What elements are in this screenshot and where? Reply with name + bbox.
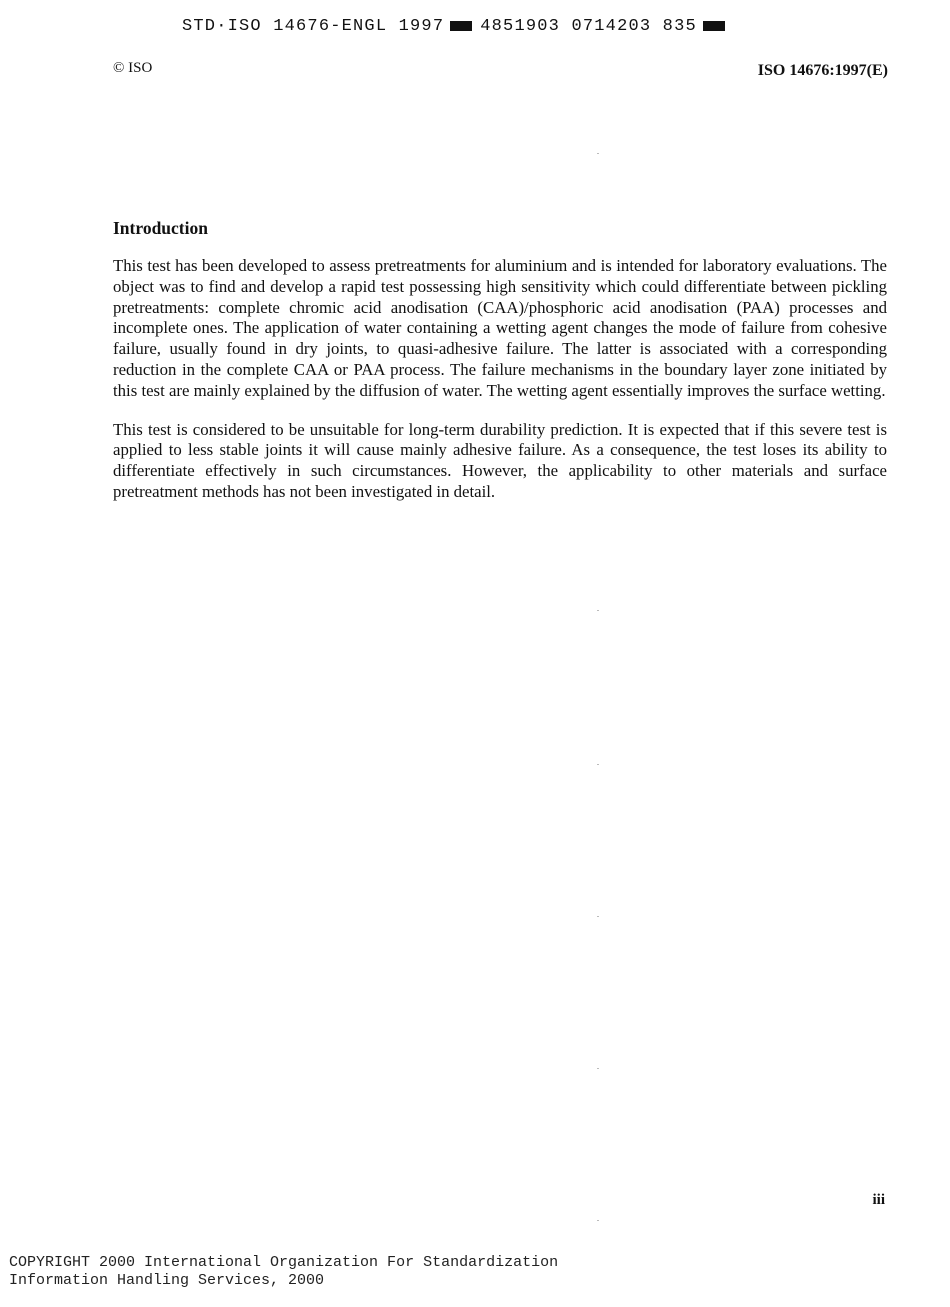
document-stamp [182, 17, 782, 39]
barcode-block-2 [703, 21, 725, 31]
footer-line-1: COPYRIGHT 2000 International Organization For Standardization [9, 1254, 559, 1271]
copyright-footer [9, 1254, 558, 1289]
scan-speck [597, 1068, 599, 1069]
paragraph-1: This test has been developed to assess pretreatments for aluminium and is intended for laboratory evaluations. The object was to find and develop a rapid test possessing high sensitivity which could differentiate between pickling pretreatments: complete chromic acid anodisation (CAA)/phosphoric acid anodisation (PAA) processes and incomplete ones. The application of water containing a wetting agent changes the mode of failure from cohesive failure, usually found in dry joints, to quasi-adhesive failure. The latter is associated with a corresponding reduction in the complete CAA or PAA process. The failure mechanisms in the boundary layer zone initiated by this test are mainly explained by the diffusion of water. The wetting agent essentially improves the surface wetting. [113, 256, 887, 400]
scan-speck [597, 916, 599, 917]
stamp-code: STD·ISO 14676-ENGL 1997 [182, 17, 445, 36]
paragraph-2: This test is considered to be unsuitable for long-term durability prediction. It is expected that if this severe test is applied to less stable joints it will cause mainly adhesive failure. As a consequence, the test loses its ability to differentiate effectively in such circumstances. However, the applicability to other materials and surface pretreatment methods has not been investigated in detail. [113, 419, 887, 501]
scan-speck [597, 764, 599, 765]
section-heading: Introduction [113, 218, 208, 238]
scan-speck [597, 1220, 599, 1221]
standard-number-header: ISO 14676:1997(E) [757, 62, 888, 79]
scan-speck [597, 610, 599, 611]
introduction-section [113, 218, 887, 521]
barcode-block-1 [450, 21, 472, 31]
page-number: iii [872, 1192, 885, 1208]
footer-line-2: Information Handling Services, 2000 [9, 1271, 325, 1289]
stamp-number: 4851903 0714203 835 [480, 17, 697, 36]
scan-speck [597, 153, 599, 154]
copyright-header: © ISO [113, 60, 153, 76]
